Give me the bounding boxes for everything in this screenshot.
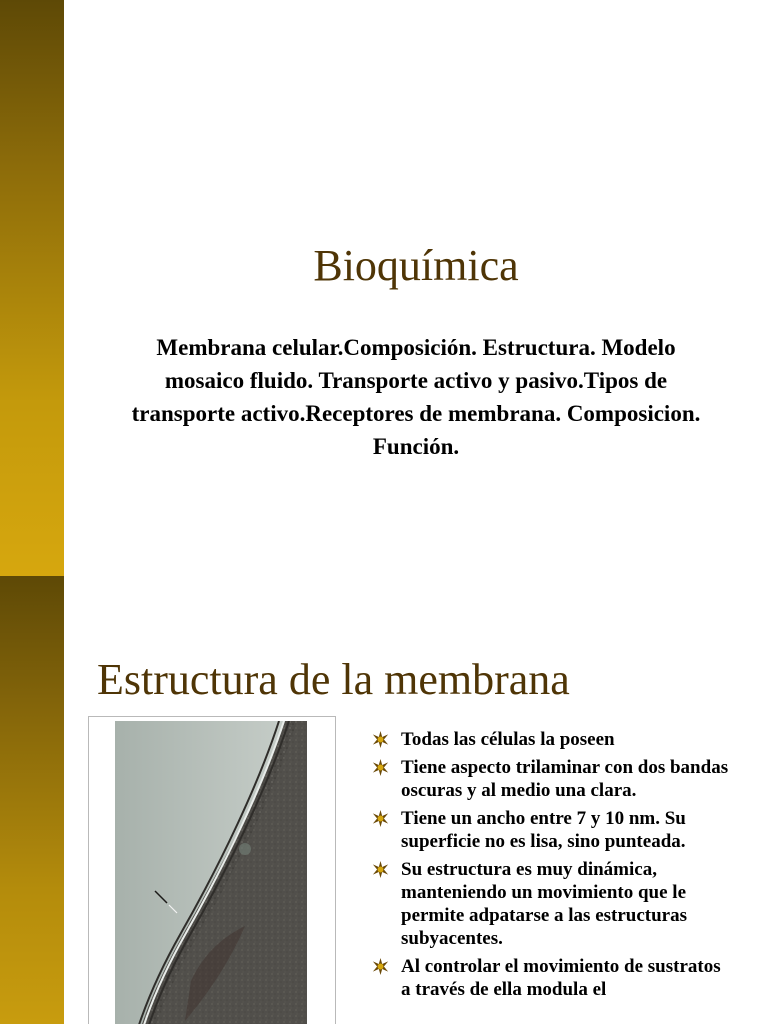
- slide-title: Bioquímica: [313, 241, 519, 290]
- starburst-icon: [372, 731, 389, 748]
- starburst-icon: [372, 861, 389, 878]
- starburst-icon: [372, 958, 389, 975]
- micrograph-image: [115, 721, 307, 1024]
- bullet-list: [372, 728, 732, 1006]
- bullet-text: Su estructura es muy dinámica, manteniendo un movimiento que le permite adpatarse a las estructuras subyacentes.: [401, 859, 688, 949]
- list-item: [372, 807, 732, 853]
- slide-title: Estructura de la membrana: [97, 655, 570, 704]
- list-item: [372, 955, 732, 1001]
- bullet-text: Tiene un ancho entre 7 y 10 nm. Su superficie no es lisa, sino punteada.: [401, 808, 686, 852]
- slide-sidebar: [0, 0, 64, 576]
- starburst-icon: [372, 759, 389, 776]
- starburst-icon: [372, 810, 389, 827]
- slide-subtitle: Membrana celular.Composición. Estructura. Modelo mosaico fluido. Transporte activo y pasivo.Tipos de transporte activo.Receptores de membrana. Composicion. Función.: [131, 335, 701, 459]
- membrane-micrograph: [88, 716, 336, 1024]
- list-item: [372, 756, 732, 802]
- bullet-text: Tiene aspecto trilaminar con dos bandas oscuras y al medio una clara.: [401, 757, 729, 801]
- list-item: [372, 858, 732, 950]
- list-item: [372, 728, 732, 751]
- slide-sidebar: [0, 576, 64, 1024]
- slide-2: [0, 576, 768, 1024]
- bullet-text: Todas las células la poseen: [401, 729, 615, 750]
- bullet-text: Al controlar el movimiento de sustratos a través de ella modula el: [401, 956, 721, 1000]
